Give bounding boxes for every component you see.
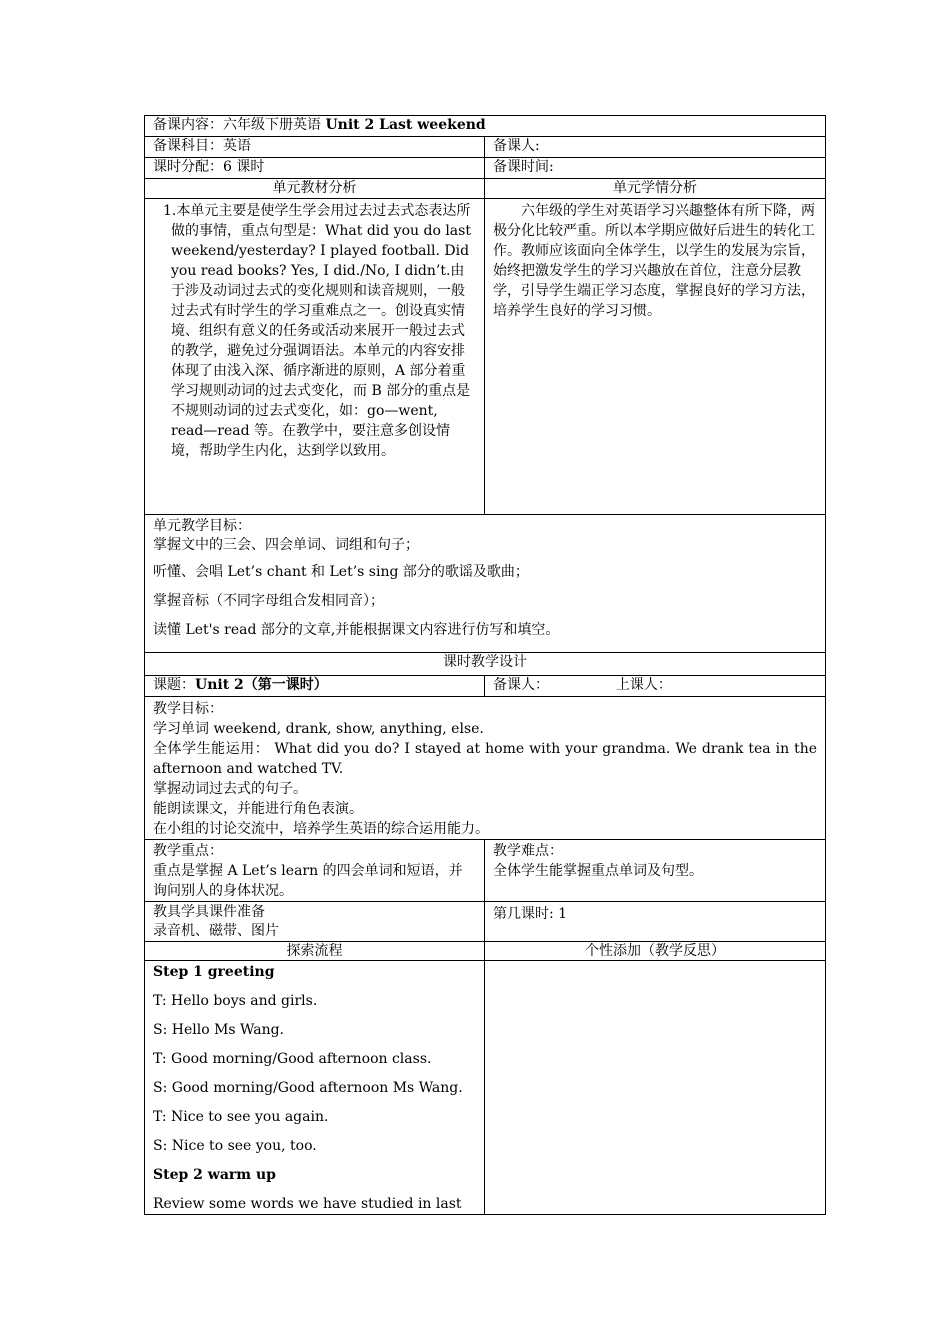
students-heading: 单元学情分析 xyxy=(485,179,826,199)
flow-heading: 探索流程 xyxy=(145,942,485,961)
step-1-line-2: S: Hello Ms Wang. xyxy=(153,1022,285,1038)
lesson-goals-cell xyxy=(145,697,826,840)
period-cell: 第几课时: 1 xyxy=(485,902,826,942)
reflection-cell xyxy=(485,961,826,1215)
lesson-goals-row xyxy=(145,697,826,840)
lesson-goals-label: 教学目标： xyxy=(153,701,223,717)
unit-goal-1: 掌握文中的三会、四会单词、词组和句子； xyxy=(153,537,419,553)
material-heading: 单元教材分析 xyxy=(145,179,485,199)
lesson-goal-2: 全体学生能运用： What did you do? I stayed at home with your grandma. We drank tea in the afternoon and watched TV. xyxy=(153,741,818,777)
subject-cell: 备课科目：英语 xyxy=(145,137,485,158)
topic-row xyxy=(145,676,826,697)
lesson-goal-1: 学习单词 weekend, drank, show, anything, else. xyxy=(153,721,484,737)
reflection-heading: 个性添加（教学反思） xyxy=(485,942,826,961)
flow-row xyxy=(145,961,826,1215)
design-heading: 课时教学设计 xyxy=(145,653,826,676)
unit-goals-label: 单元教学目标： xyxy=(153,518,251,534)
content-cell xyxy=(145,116,826,137)
difficult-points-cell xyxy=(485,840,826,902)
step-1-title: Step 1 greeting xyxy=(153,964,275,980)
step-2-line-1: Review some words we have studied in last xyxy=(153,1196,462,1212)
unit-goal-3: 掌握音标（不同字母组合发相同音）； xyxy=(153,593,384,609)
lesson-goal-4: 能朗读课文，并能进行角色表演。 xyxy=(153,801,363,817)
periods-row xyxy=(145,158,826,179)
preparer-cell: 备课人: xyxy=(485,137,826,158)
analysis-row xyxy=(145,199,826,515)
unit-goal-4: 读懂 Let's read 部分的文章,并能根据课文内容进行仿写和填空。 xyxy=(153,622,560,638)
materials-label: 教具学具课件准备 xyxy=(153,904,265,920)
subject-row xyxy=(145,137,826,158)
unit-goals-row xyxy=(145,515,826,653)
content-label: 备课内容：六年级下册英语 xyxy=(153,117,321,133)
materials-cell xyxy=(145,902,485,942)
header-content-row xyxy=(145,116,826,137)
difficult-text: 全体学生能掌握重点单词及句型。 xyxy=(493,863,703,879)
unit-goal-2: 听懂、会唱 Let’s chant 和 Let’s sing 部分的歌谣及歌曲； xyxy=(153,564,529,580)
lesson-teacher-label: 上课人： xyxy=(615,677,672,693)
step-1-line-1: T: Hello boys and girls. xyxy=(153,993,318,1009)
flow-heading-row xyxy=(145,942,826,961)
step-1-line-4: S: Good morning/Good afternoon Ms Wang. xyxy=(153,1080,463,1096)
step-2-title: Step 2 warm up xyxy=(153,1167,276,1183)
lesson-plan-table xyxy=(144,115,826,1215)
topic-value: Unit 2（第一课时） xyxy=(195,677,328,693)
step-1-line-6: S: Nice to see you, too. xyxy=(153,1138,317,1154)
materials-row xyxy=(145,902,826,942)
analysis-heading-row xyxy=(145,179,826,199)
lesson-goal-3: 掌握动词过去式的句子。 xyxy=(153,781,307,797)
lesson-preparer-label: 备课人： xyxy=(493,677,549,693)
material-analysis-cell xyxy=(145,199,485,515)
materials-text: 录音机、磁带、图片 xyxy=(153,923,279,939)
periods-cell: 课时分配：6 课时 xyxy=(145,158,485,179)
key-points-cell xyxy=(145,840,485,902)
lesson-people-cell xyxy=(485,676,826,697)
difficult-label: 教学难点： xyxy=(493,843,563,859)
flow-cell xyxy=(145,961,485,1215)
topic-cell xyxy=(145,676,485,697)
unit-goals-cell xyxy=(145,515,826,653)
students-analysis-cell xyxy=(485,199,826,515)
lesson-goal-5: 在小组的讨论交流中，培养学生英语的综合运用能力。 xyxy=(153,821,489,837)
content-title: Unit 2 Last weekend xyxy=(325,117,486,133)
key-label: 教学重点： xyxy=(153,843,223,859)
key-points-row xyxy=(145,840,826,902)
prep-time-cell: 备课时间: xyxy=(485,158,826,179)
step-1-line-3: T: Good morning/Good afternoon class. xyxy=(153,1051,432,1067)
key-text: 重点是掌握 A Let’s learn 的四会单词和短语，并询问别人的身体状况。 xyxy=(153,863,463,899)
step-1-line-5: T: Nice to see you again. xyxy=(153,1109,329,1125)
material-analysis-text: 1.本单元主要是使学生学会用过去过去式态表达所做的事情，重点句型是：What did you do last weekend/yesterday? I played football. Did you read books? Yes, I did./No, I didn’t.由于涉及动词过去式的变化规则和读音规则，一般过去式有时学生的学习重难点之一。创设真实情境、组织有意义的任务或活动来展开一般过去式的教学，避免过分强调语法。本单元的内容安排体现了由浅入深、循序渐进的原则，A 部分着重学习规则动词的过去式变化，而 B 部分的重点是不规则动词的过去式变化，如：go—went, read—read 等。在教学中，要注意多创设情境，帮助学生内化，达到学以致用。 xyxy=(163,203,471,459)
topic-label: 课题： xyxy=(153,677,195,693)
students-analysis-text: 六年级的学生对英语学习兴趣整体有所下降，两极分化比较严重。所以本学期应做好后进生的转化工作。教师应该面向全体学生，以学生的发展为宗旨，始终把激发学生的学习兴趣放在首位，注意分层教学，引导学生端正学习态度，掌握良好的学习方法，培养学生良好的学习习惯。 xyxy=(493,203,815,319)
design-heading-row xyxy=(145,653,826,676)
